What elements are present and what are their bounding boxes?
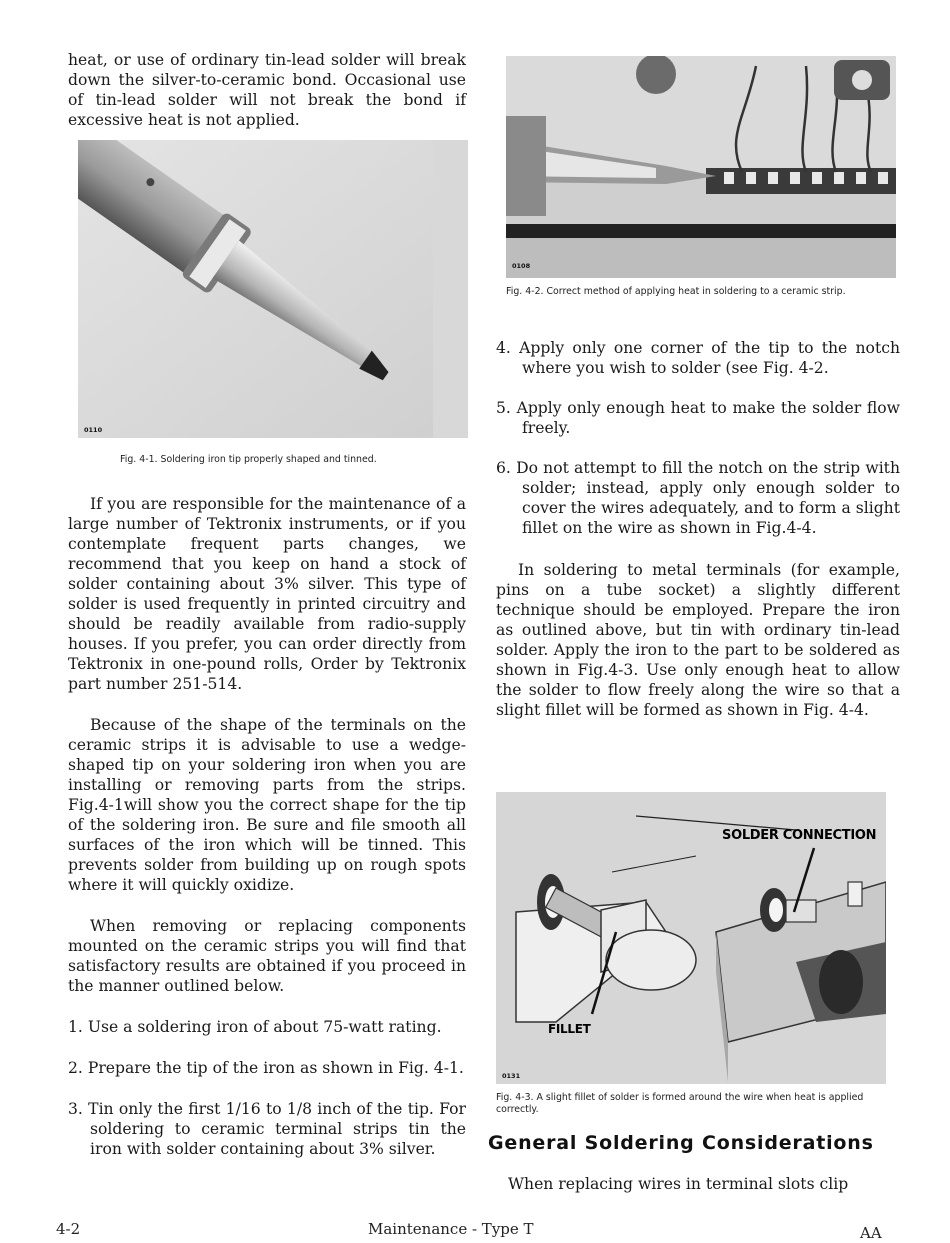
soldering-iron-illustration [78, 140, 468, 438]
silver-solder-paragraph: If you are responsible for the maintenance of a large number of Tektronix instruments, or if you contemplate frequent parts changes, we recommend that you keep on hand a stock of solder containing about 3% silver. This type of solder is used frequently in printed circuitry and should be readily available from radio-supply houses. If you prefer, you can order directly from Tektronix in one-pound rolls, Order by Tektronix part number 251-514. [68, 495, 466, 693]
figure-4-2-photo [506, 56, 896, 278]
removing-components-paragraph: When removing or replacing components mounted on the ceramic strips you will find that satisfactory results are obtained if you proceed in the manner outlined below. [68, 917, 466, 995]
step-2: 2. Prepare the tip of the iron as shown in Fig. 4-1. [68, 1059, 464, 1077]
left-column [68, 50, 466, 130]
figure-4-3-tag: 0131 [502, 1072, 521, 1080]
solder-connection-label: SOLDER CONNECTION [722, 828, 877, 843]
figure-4-3-illustration [496, 792, 886, 1084]
figure-4-3-caption: Fig. 4-3. A slight fillet of solder is formed around the wire when heat is applied correctly. [496, 1092, 864, 1115]
metal-terminals-paragraph: In soldering to metal terminals (for example, pins on a tube socket) a slightly different technique should be employed. Prepare the iron as outlined above, but tin with ordinary tin-lead solder. Apply the iron to the part to be soldered as shown in Fig.4-3. Use only enough heat to allow the solder to flow freely along the wire so that a slight fillet will be formed as shown in Fig. 4-4. [496, 561, 900, 719]
page-number: 4-2 [56, 1220, 81, 1238]
figure-4-1-caption: Fig. 4-1. Soldering iron tip properly shaped and tinned. [120, 454, 377, 465]
right-column-body [496, 338, 900, 720]
figure-4-1-photo [78, 140, 468, 438]
intro-paragraph: heat, or use of ordinary tin-lead solder will break down the silver-to-ceramic bond. Occasional use of tin-lead solder will not break the bond if excessive heat is not applied. [68, 51, 466, 129]
wedge-tip-paragraph: Because of the shape of the terminals on the ceramic strips it is advisable to use a wedge-shaped tip on your soldering iron when you are installing or removing parts from the strips. Fig.4-1will show you the correct shape for the tip of the soldering iron. Be sure and file smooth all surfaces of the iron which will be tinned. This prevents solder from building up on rough spots where it will quickly oxidize. [68, 716, 466, 894]
step-3: 3. Tin only the first 1/16 to 1/8 inch of the tip. For soldering to ceramic terminal strips tin the iron with solder containing about 3% silver. [68, 1100, 466, 1158]
figure-4-2-caption: Fig. 4-2. Correct method of applying heat in soldering to a ceramic strip. [506, 286, 846, 297]
figure-4-1-tag: 0110 [84, 426, 103, 434]
ceramic-strip-soldering-illustration [506, 56, 896, 278]
footer-code: AA [860, 1224, 882, 1242]
section-heading: General Soldering Considerations [488, 1132, 874, 1154]
left-column-body [68, 494, 466, 1159]
step-1: 1. Use a soldering iron of about 75-watt rating. [68, 1018, 442, 1036]
closing-line: When replacing wires in terminal slots clip [508, 1175, 849, 1193]
footer-title: Maintenance - Type T [368, 1220, 534, 1238]
step-6: 6. Do not attempt to fill the notch on the strip with solder; instead, apply only enough solder to cover the wires adequately, and to form a slight fillet on the wire as shown in Fig.4-4. [496, 459, 900, 537]
step-4: 4. Apply only one corner of the tip to the notch where you wish to solder (see Fig. 4-2. [496, 339, 900, 377]
fillet-label: FILLET [548, 1022, 591, 1036]
step-5: 5. Apply only enough heat to make the solder flow freely. [496, 399, 900, 437]
figure-4-2-tag: 0108 [512, 262, 531, 270]
